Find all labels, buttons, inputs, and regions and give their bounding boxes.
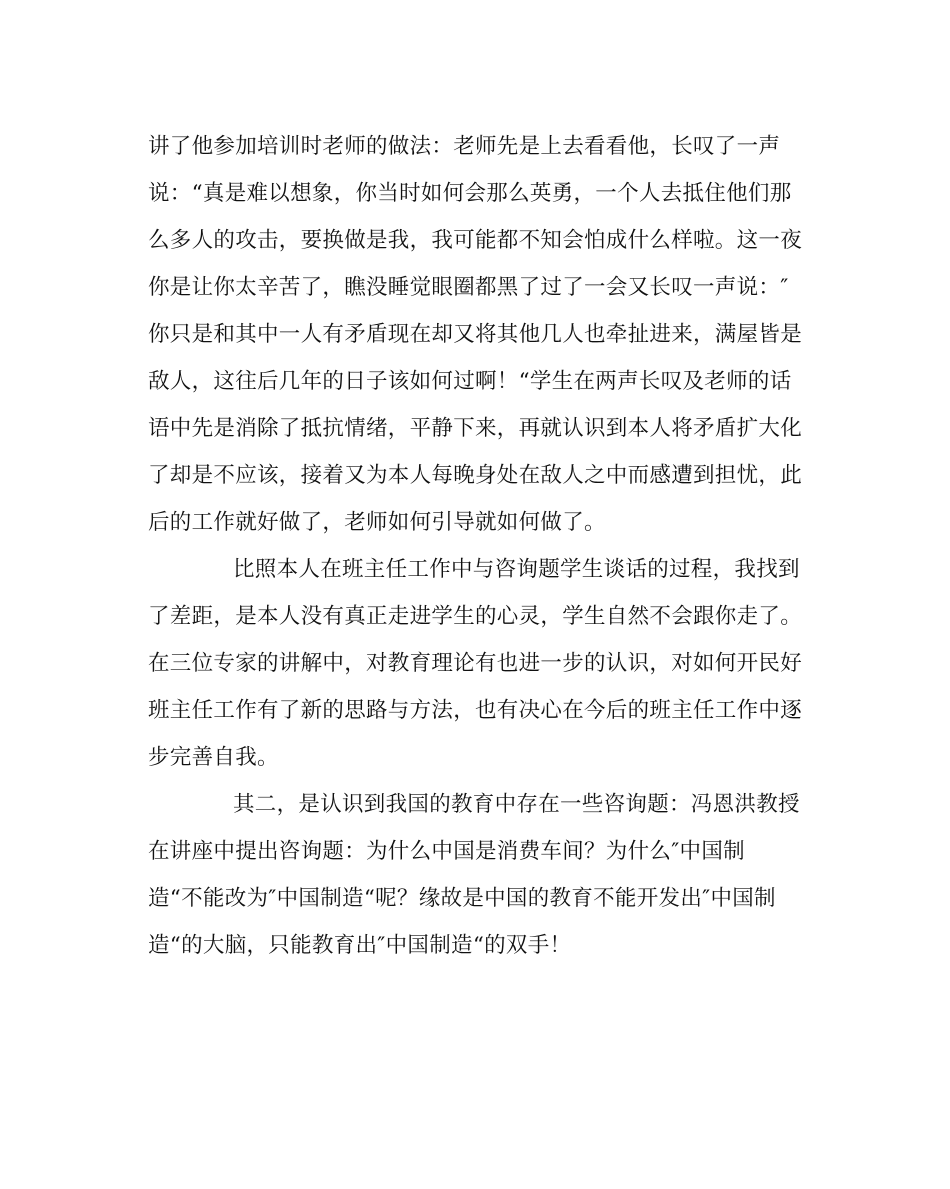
text-line: 么多人的攻击，要换做是我，我可能都不知会怕成什么样啦。这一夜 <box>148 228 803 253</box>
text-line: 造“不能改为″中国制造“呢？缘故是中国的教育不能开发出″中国制 <box>148 886 776 911</box>
text-line: 你只是和其中一人有矛盾现在却又将其他几人也牵扯进来，满屋皆是 <box>148 322 803 347</box>
text-line: 班主任工作有了新的思路与方法，也有决心在今后的班主任工作中逐 <box>148 698 803 723</box>
text-line: 步完善自我。 <box>148 745 279 770</box>
text-line: 了差距，是本人没有真正走进学生的心灵，学生自然不会跟你走了。 <box>148 604 803 629</box>
text-line: 敌人，这往后几年的日子该如何过啊！“学生在两声长叹及老师的话 <box>148 369 792 394</box>
text-line: 在三位专家的讲解中，对教育理论有也进一步的认识，对如何开民好 <box>148 651 803 676</box>
text-line: 说：“真是难以想象，你当时如何会那么英勇，一个人去抵住他们那 <box>148 181 792 206</box>
paragraph-first-line: 比照本人在班主任工作中与咨询题学生谈话的过程，我找到 <box>233 557 800 582</box>
text-line: 讲了他参加培训时老师的做法：老师先是上去看看他，长叹了一声 <box>148 134 781 159</box>
text-line: 在讲座中提出咨询题：为什么中国是消费车间？为什么″中国制 <box>148 839 745 864</box>
paragraph-first-line: 其二，是认识到我国的教育中存在一些咨询题：冯恩洪教授 <box>233 792 800 817</box>
text-line: 后的工作就好做了，老师如何引导就如何做了。 <box>148 510 606 535</box>
text-line: 造“的大脑，只能教育出″中国制造“的双手！ <box>148 933 572 958</box>
text-line: 了却是不应该，接着又为本人每晚身处在敌人之中而感遭到担忧，此 <box>148 463 803 488</box>
text-line: 语中先是消除了抵抗情绪，平静下来，再就认识到本人将矛盾扩大化 <box>148 416 803 441</box>
text-line: 你是让你太辛苦了，瞧没睡觉眼圈都黑了过了一会又长叹一声说：″ <box>148 275 789 300</box>
